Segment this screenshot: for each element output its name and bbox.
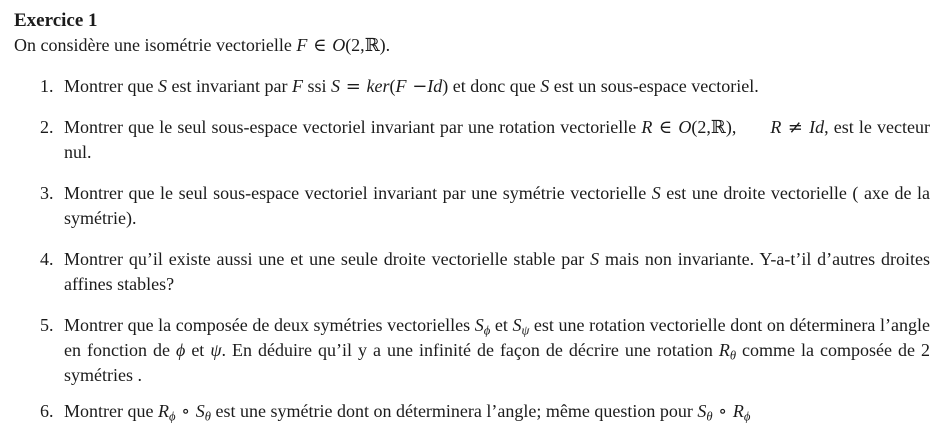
- list-item-6: [14, 399, 930, 424]
- item-number: 6.: [40, 401, 54, 421]
- item-text: Montrer que le seul sous-espace vectoriel invariant par une symétrie vectorielle S est une droite vectorielle ( axe de la symétrie).: [64, 183, 930, 228]
- item-number: 4.: [40, 249, 54, 269]
- item-number: 5.: [40, 315, 54, 335]
- list-item-2: [14, 115, 930, 165]
- item-number: 1.: [40, 76, 54, 96]
- item-text: Montrer qu’il existe aussi une et une seule droite vectorielle stable par S mais non invariante. Y-a-t’il d’autres droites affines stables?: [64, 249, 931, 294]
- item-text: Montrer que S est invariant par F ssi S = ker(F −Id) et donc que S est un sous-espace vectoriel.: [64, 76, 759, 97]
- item-number: 3.: [40, 183, 54, 203]
- list-item-3: [14, 181, 930, 231]
- exercise-title: Exercice 1: [14, 10, 98, 31]
- item-text: Montrer que la composée de deux symétries vectorielles $S_\phi$ et $S_\psi$ est une rotation vectorielle dont on déterminera l’angle en fonction de ϕ et ψ. En déduire qu’il y a une infinité de façon de décrire une rotation $R_\theta$ comme la composée de 2 symétries .: [64, 315, 930, 385]
- item-number: 2.: [40, 117, 54, 137]
- intro-paragraph: On considère une isométrie vectorielle F ∈ O(2,ℝ).: [14, 35, 391, 56]
- item-text: Montrer que $R_\phi$ ∘ $S_\theta$ est une symétrie dont on déterminera l’angle; même question pour $S_\theta$ ∘ $R_\phi$: [64, 401, 751, 424]
- exercise-list: [14, 74, 930, 424]
- list-item-5: [14, 313, 930, 388]
- list-item-4: [14, 247, 930, 297]
- list-item-1: [14, 74, 930, 99]
- item-text: Montrer que le seul sous-espace vectoriel invariant par une rotation vectorielle R ∈ O(2,ℝ), R ≠ Id, est le vecteur nul.: [64, 117, 931, 162]
